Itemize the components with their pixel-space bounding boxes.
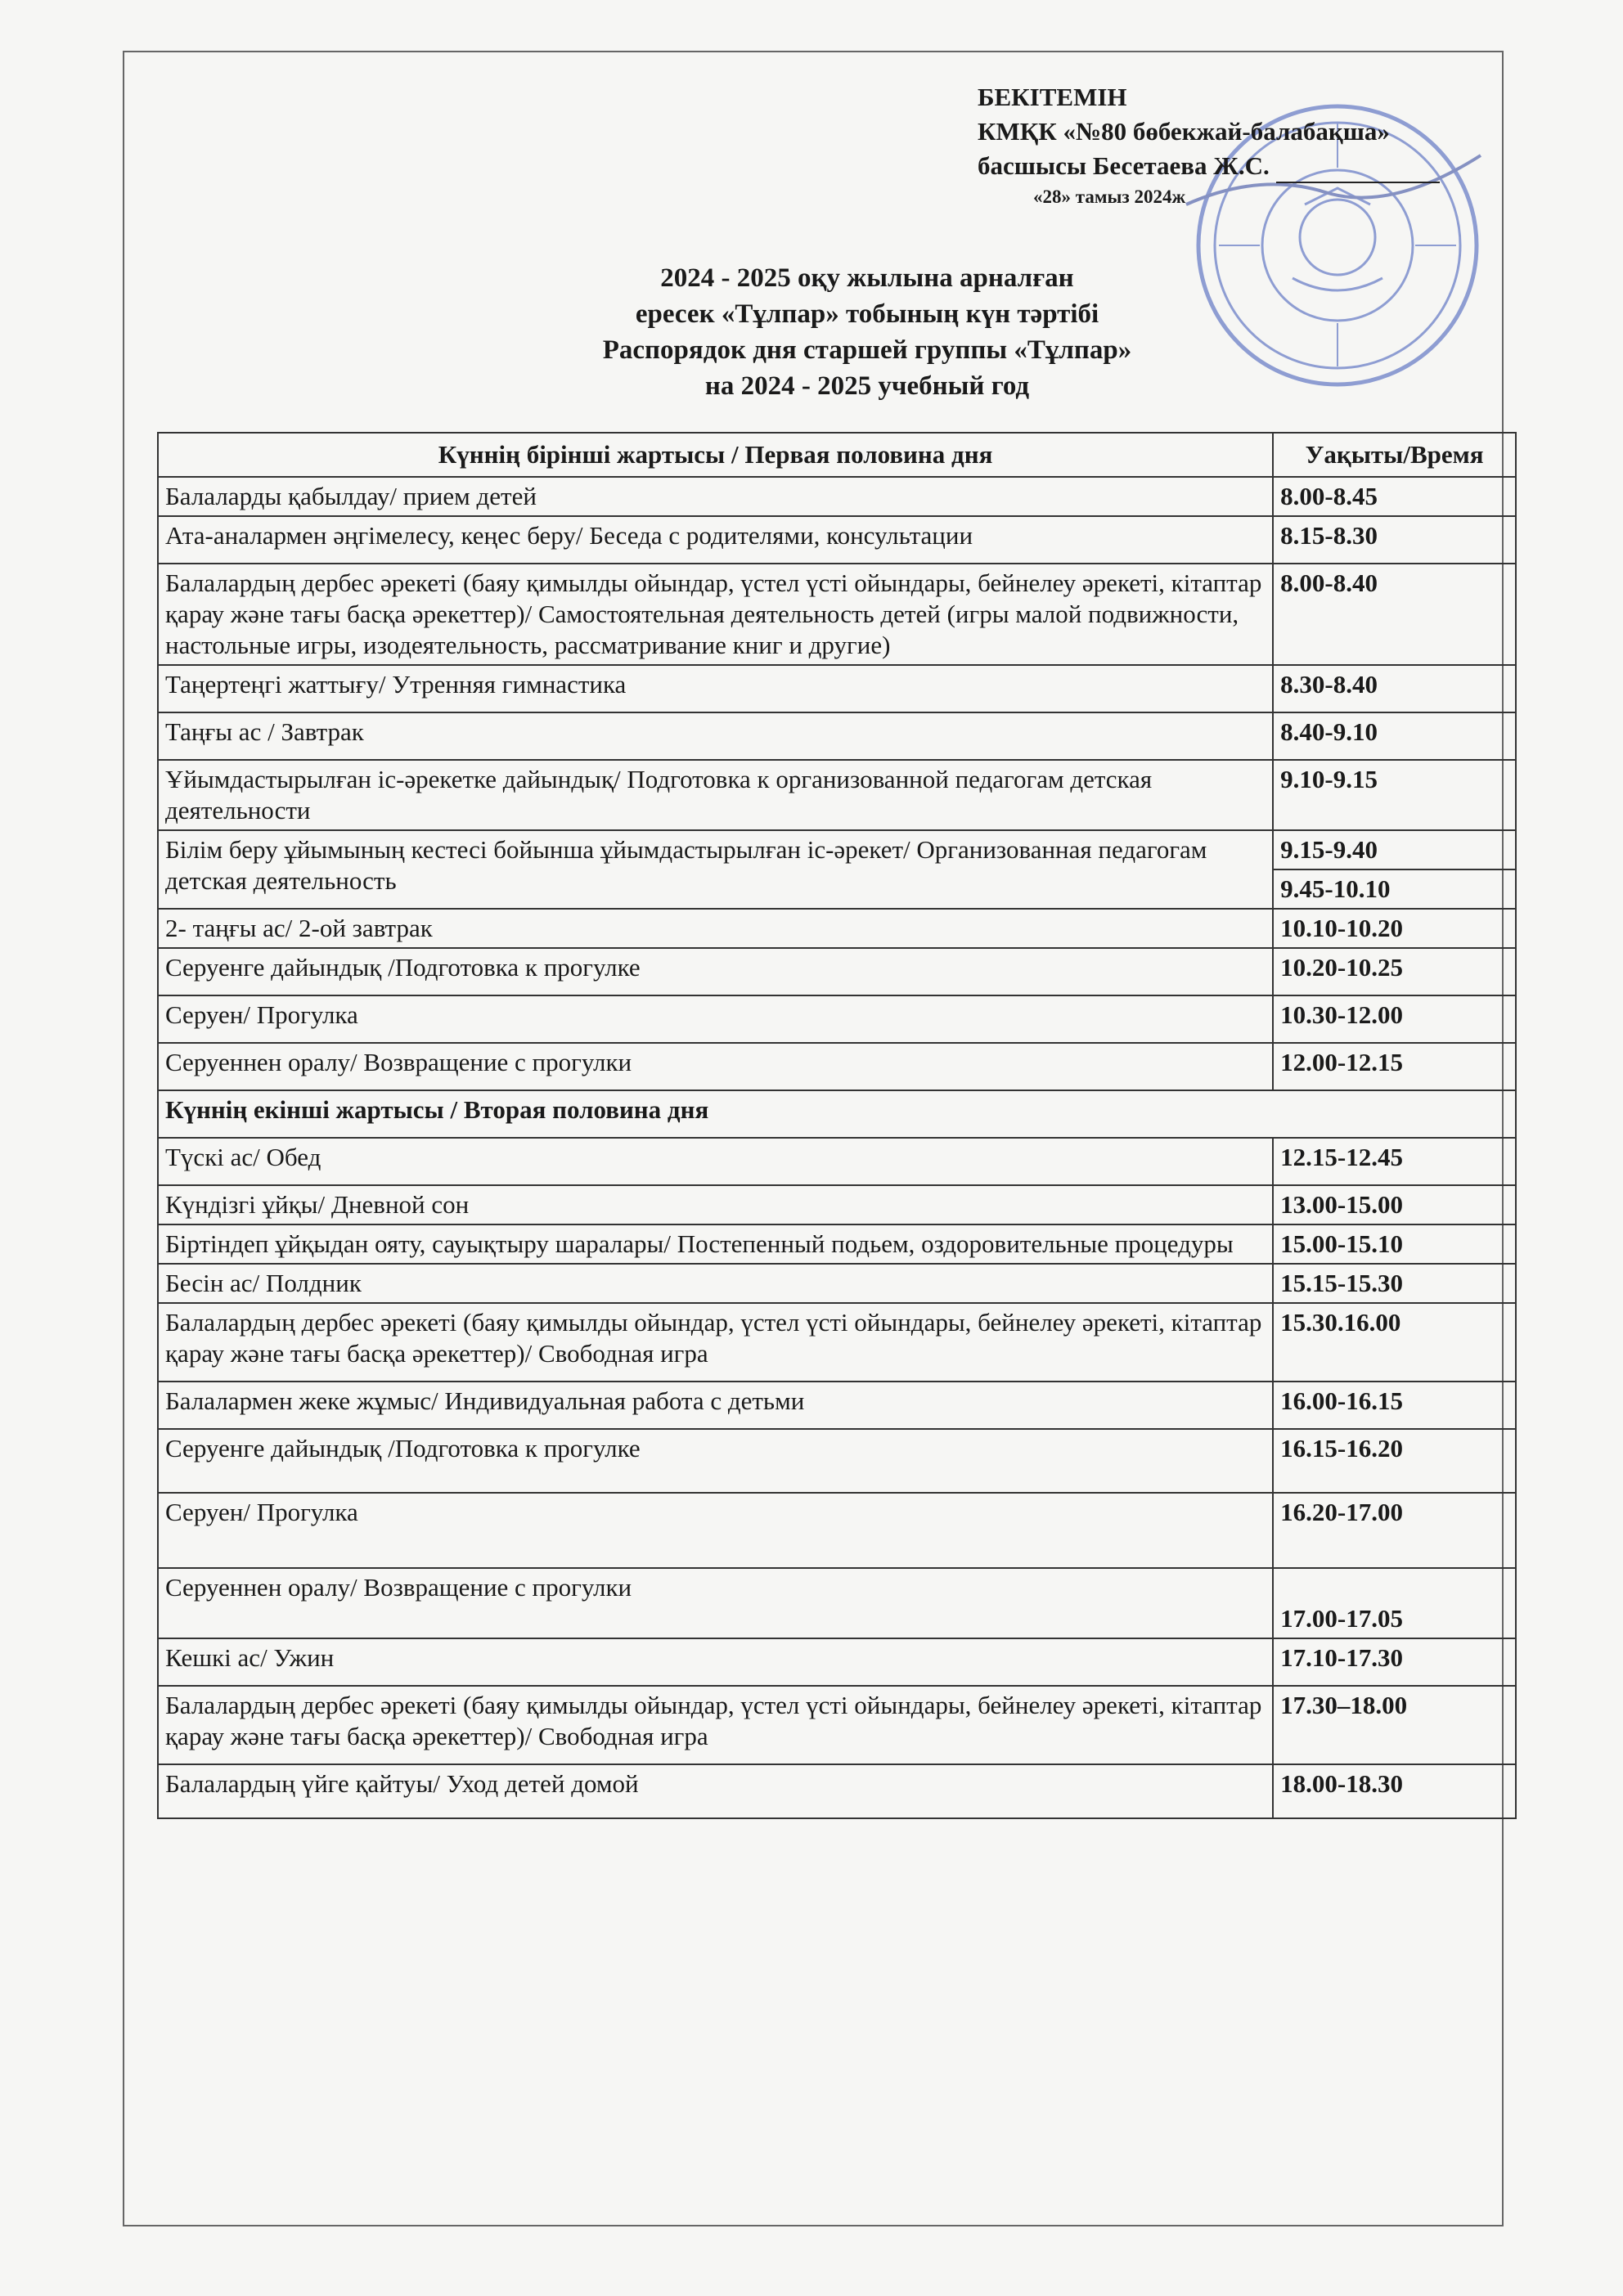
activity-cell: Білім беру ұйымының кестесі бойынша ұйымдастырылған іс-әрекет/ Организованная педагогам детская деятельность bbox=[158, 830, 1273, 909]
table-row bbox=[158, 712, 1516, 760]
activity-cell: Біртіндеп ұйқыдан ояту, сауықтыру шаралары/ Постепенный подьем, оздоровительные процедуры bbox=[158, 1224, 1273, 1264]
title-line-4: на 2024 - 2025 учебный год bbox=[704, 371, 1030, 401]
time-cell: 15.00-15.10 bbox=[1273, 1224, 1516, 1264]
table-row bbox=[158, 1224, 1516, 1264]
activity-cell: Ұйымдастырылған іс-әрекетке дайындық/ Подготовка к организованной педагогам детская деятельности bbox=[158, 760, 1273, 830]
time-cell: 16.00-16.15 bbox=[1273, 1382, 1516, 1429]
time-cell: 10.10-10.20 bbox=[1273, 909, 1516, 948]
approval-date: «28» тамыз 2024ж bbox=[1033, 186, 1186, 207]
activity-cell: 2- таңғы ас/ 2-ой завтрак bbox=[158, 909, 1273, 948]
table-row bbox=[158, 1568, 1516, 1638]
activity-cell: Кешкі ас/ Ужин bbox=[158, 1638, 1273, 1686]
activity-cell: Серуен/ Прогулка bbox=[158, 995, 1273, 1043]
activity-cell: Түскі ас/ Обед bbox=[158, 1138, 1273, 1185]
time-cell: 12.15-12.45 bbox=[1273, 1138, 1516, 1185]
time-slot: 9.45-10.10 bbox=[1280, 874, 1391, 903]
approval-title: БЕКІТЕМІН bbox=[978, 83, 1127, 111]
time-cell: 18.00-18.30 bbox=[1273, 1764, 1516, 1818]
table-row bbox=[158, 665, 1516, 712]
activity-cell: Серуеннен оралу/ Возвращение с прогулки bbox=[158, 1568, 1273, 1638]
time-cell: 10.20-10.25 bbox=[1273, 948, 1516, 995]
activity-cell: Балалардың дербес әрекеті (баяу қимылды ойындар, үстел үсті ойындары, бейнелеу әрекеті, кітаптар қарау және тағы басқа әрекеттер)/ Самостоятельная деятельность детей (игры малой подвижности, настольные игры, изодеятельность, рассматривание книг и другие) bbox=[158, 564, 1273, 665]
activity-cell: Бесін ас/ Полдник bbox=[158, 1264, 1273, 1303]
table-row bbox=[158, 516, 1516, 564]
time-cell: 12.00-12.15 bbox=[1273, 1043, 1516, 1090]
time-cell: 8.00-8.40 bbox=[1273, 564, 1516, 665]
table-row bbox=[158, 477, 1516, 516]
time-cell: 15.15-15.30 bbox=[1273, 1264, 1516, 1303]
time-cell: 8.30-8.40 bbox=[1273, 665, 1516, 712]
table-row bbox=[158, 760, 1516, 830]
time-cell: 17.00-17.05 bbox=[1273, 1568, 1516, 1638]
document-title bbox=[458, 260, 1276, 404]
time-cell: 16.15-16.20 bbox=[1273, 1429, 1516, 1493]
table-row bbox=[158, 1303, 1516, 1382]
activity-cell: Балалардың дербес әрекеті (баяу қимылды ойындар, үстел үсті ойындары, бейнелеу әрекеті, кітаптар қарау және тағы басқа әрекеттер)/ Свободная игра bbox=[158, 1303, 1273, 1382]
activity-cell: Таңғы ас / Завтрак bbox=[158, 712, 1273, 760]
title-line-1: 2024 - 2025 оқу жылына арналған bbox=[660, 263, 1074, 293]
time-cell bbox=[1273, 830, 1516, 909]
table-header-row bbox=[158, 433, 1516, 477]
table-row bbox=[158, 1043, 1516, 1090]
time-cell: 17.30–18.00 bbox=[1273, 1686, 1516, 1764]
column-header-time: Уақыты/Время bbox=[1273, 433, 1516, 477]
approval-head bbox=[978, 149, 1468, 183]
activity-cell: Серуенге дайындық /Подготовка к прогулке bbox=[158, 948, 1273, 995]
activity-cell: Балалардың үйге қайтуы/ Уход детей домой bbox=[158, 1764, 1273, 1818]
time-cell: 8.00-8.45 bbox=[1273, 477, 1516, 516]
activity-cell: Серуенге дайындық /Подготовка к прогулке bbox=[158, 1429, 1273, 1493]
table-row bbox=[158, 1764, 1516, 1818]
time-cell: 17.10-17.30 bbox=[1273, 1638, 1516, 1686]
table-row bbox=[158, 1138, 1516, 1185]
approval-head-name: басшысы Бесетаева Ж.С. bbox=[978, 151, 1270, 180]
table-row bbox=[158, 909, 1516, 948]
approval-org: КМҚК «№80 бөбекжай-балабақша» bbox=[978, 117, 1390, 146]
activity-cell: Күндізгі ұйқы/ Дневной сон bbox=[158, 1185, 1273, 1224]
table-row bbox=[158, 1429, 1516, 1493]
approval-block bbox=[978, 80, 1468, 211]
section-label-second-half: Күннің екінші жартысы / Вторая половина дня bbox=[158, 1090, 1516, 1138]
table-row bbox=[158, 995, 1516, 1043]
time-cell: 10.30-12.00 bbox=[1273, 995, 1516, 1043]
table-row bbox=[158, 1493, 1516, 1568]
title-line-2: ересек «Тұлпар» тобының күн тәртібі bbox=[635, 299, 1099, 329]
table-row bbox=[158, 1638, 1516, 1686]
title-line-3: Распорядок дня старшей группы «Тұлпар» bbox=[602, 335, 1132, 365]
activity-cell: Серуеннен оралу/ Возвращение с прогулки bbox=[158, 1043, 1273, 1090]
table-row bbox=[158, 564, 1516, 665]
section-row bbox=[158, 1090, 1516, 1138]
table-row bbox=[158, 948, 1516, 995]
time-cell: 9.10-9.15 bbox=[1273, 760, 1516, 830]
time-cell: 13.00-15.00 bbox=[1273, 1185, 1516, 1224]
schedule-table bbox=[157, 432, 1517, 1819]
activity-cell: Таңертеңгі жаттығу/ Утренняя гимнастика bbox=[158, 665, 1273, 712]
table-row bbox=[158, 1185, 1516, 1224]
time-cell: 16.20-17.00 bbox=[1273, 1493, 1516, 1568]
table-row bbox=[158, 830, 1516, 909]
activity-cell: Балаларды қабылдау/ прием детей bbox=[158, 477, 1273, 516]
column-header-activity: Күннің бірінші жартысы / Первая половина дня bbox=[158, 433, 1273, 477]
signature-line bbox=[1276, 159, 1440, 183]
time-cell: 8.15-8.30 bbox=[1273, 516, 1516, 564]
time-slot: 9.15-9.40 bbox=[1274, 831, 1515, 870]
activity-cell: Ата-аналармен әңгімелесу, кеңес беру/ Беседа с родителями, консультации bbox=[158, 516, 1273, 564]
activity-cell: Серуен/ Прогулка bbox=[158, 1493, 1273, 1568]
time-cell: 8.40-9.10 bbox=[1273, 712, 1516, 760]
activity-cell: Балалармен жеке жұмыс/ Индивидуальная работа с детьми bbox=[158, 1382, 1273, 1429]
time-cell: 15.30.16.00 bbox=[1273, 1303, 1516, 1382]
activity-cell: Балалардың дербес әрекеті (баяу қимылды ойындар, үстел үсті ойындары, бейнелеу әрекеті, кітаптар қарау және тағы басқа әрекеттер)/ Свободная игра bbox=[158, 1686, 1273, 1764]
table-row bbox=[158, 1686, 1516, 1764]
table-row bbox=[158, 1264, 1516, 1303]
table-row bbox=[158, 1382, 1516, 1429]
